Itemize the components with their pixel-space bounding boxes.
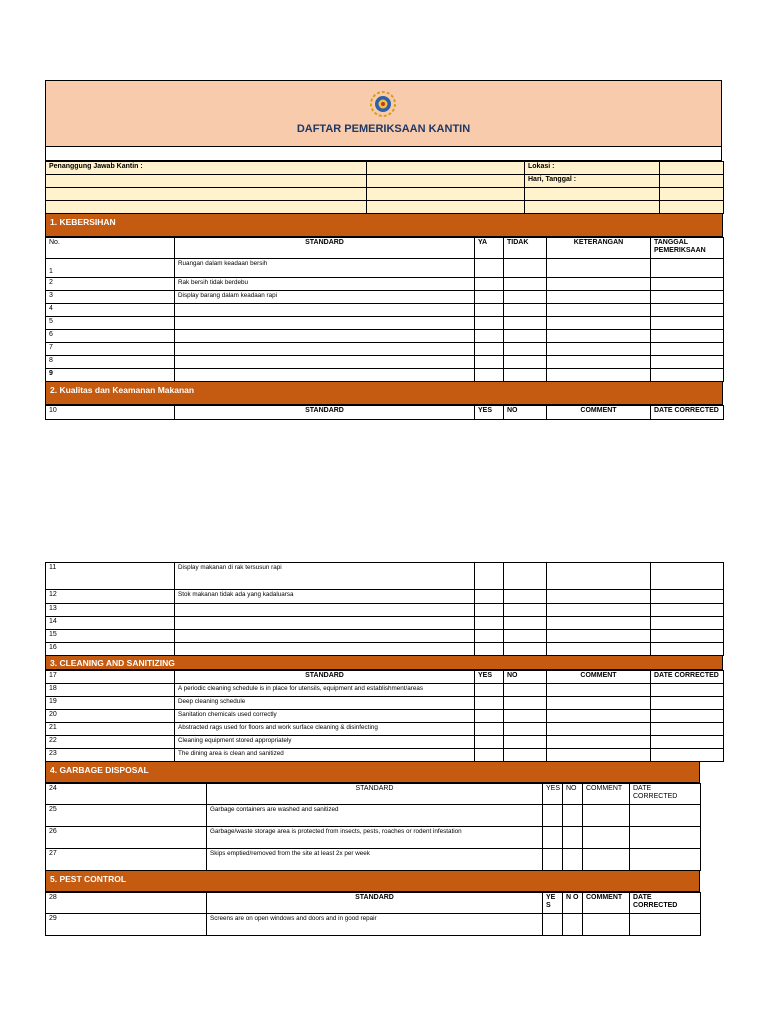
table-row: 4	[46, 304, 724, 317]
table-row: 1 Ruangan dalam keadaan bersih	[46, 259, 724, 278]
section-header-kualitas: 2. Kualitas dan Keamanan Makanan	[45, 381, 723, 405]
info-cell[interactable]	[660, 188, 724, 201]
table-row: 26 Garbage/waste storage area is protected from insects, pests, roaches or rodent infestation	[46, 827, 701, 849]
info-cell[interactable]	[46, 201, 367, 214]
section-header-garbage: 4. GARBAGE DISPOSAL	[45, 761, 700, 783]
table-row: 18 A periodic cleaning schedule is in place for utensils, equipment and establishment/areas	[46, 684, 724, 697]
table-row: 13	[46, 604, 724, 617]
info-cell[interactable]	[367, 201, 525, 214]
table-row: 15	[46, 630, 724, 643]
kualitas-table	[45, 562, 724, 656]
table-row: 7	[46, 343, 724, 356]
info-cell[interactable]	[525, 188, 660, 201]
table-row: 16	[46, 643, 724, 656]
pest-table: 28 STANDARD YE S N O COMMENT DATE CORRECTED 29 Screens are on open windows and doors and in good repair	[45, 892, 701, 936]
date-label: Hari, Tanggal :	[525, 175, 660, 188]
info-cell[interactable]	[46, 175, 367, 188]
table-row: 2 Rak bersih tidak berdebu	[46, 278, 724, 291]
table-row: 5	[46, 317, 724, 330]
kualitas-header-table: 10 STANDARD YES NO COMMENT DATE CORRECTED	[45, 405, 724, 420]
location-label: Lokasi :	[525, 162, 660, 175]
table-row: 27 Skips emptied/removed from the site at least 2x per week	[46, 849, 701, 871]
col-header-tidak: TIDAK	[504, 238, 547, 259]
table-row: 29 Screens are on open windows and doors and in good repair	[46, 914, 701, 936]
table-row: 22 Cleaning equipment stored appropriately	[46, 736, 724, 749]
header-spacer	[45, 147, 722, 161]
col-header-keterangan: KETERANGAN	[547, 238, 651, 259]
table-row: 20 Sanitation chemicals used correctly	[46, 710, 724, 723]
info-cell[interactable]	[525, 201, 660, 214]
table-row: 14	[46, 617, 724, 630]
table-row: 25 Garbage containers are washed and sanitized	[46, 805, 701, 827]
col-header-standard: STANDARD	[175, 238, 475, 259]
info-cell[interactable]	[367, 162, 525, 175]
garbage-table: 24 STANDARD YES NO COMMENT DATE CORRECTED 25 Garbage containers are washed and sanitized 26 Garbage/waste storage area is protected from insects, pests, roaches or rodent infestation 27 Skips emptied/removed from the site at least 2x per week	[45, 783, 701, 871]
page-title: DAFTAR PEMERIKSAAN KANTIN	[296, 123, 471, 135]
info-cell[interactable]	[46, 188, 367, 201]
info-cell[interactable]	[660, 162, 724, 175]
table-row: 6	[46, 330, 724, 343]
section-header-kebersihan: 1. KEBERSIHAN	[45, 213, 723, 237]
col-header-ya: YA	[475, 238, 504, 259]
cleaning-table: 17 STANDARD YES NO COMMENT DATE CORRECTED 18 A periodic cleaning schedule is in place for utensils, equipment and establishment/areas 19 Deep cleaning schedule 20 Sanitation chemicals used correctly 21 Abstracted rags used for floors and work surface cleaning & disinfecting 22 Cleaning equipment stored appropriately 23 The dining area is clean and sanitized	[45, 670, 724, 762]
section-header-pest: 5. PEST CONTROL	[45, 870, 700, 892]
table-row: 21 Abstracted rags used for floors and work surface cleaning & disinfecting	[46, 723, 724, 736]
info-cell[interactable]	[660, 201, 724, 214]
table-row: 8	[46, 356, 724, 369]
info-cell[interactable]	[367, 175, 525, 188]
header-banner	[45, 80, 722, 147]
table-row: 23 The dining area is clean and sanitized	[46, 749, 724, 762]
table-row: 19 Deep cleaning schedule	[46, 697, 724, 710]
table-row: 9	[46, 369, 724, 382]
table-row: 12 Stok makanan tidak ada yang kadaluarsa	[46, 590, 724, 604]
section-header-cleaning: 3. CLEANING AND SANITIZING	[45, 655, 723, 670]
col-header-tanggal: TANGGAL PEMERIKSAAN	[651, 238, 724, 259]
kebersihan-table	[45, 237, 724, 382]
info-cell[interactable]	[660, 175, 724, 188]
table-row: 3 Display barang dalam keadaan rapi	[46, 291, 724, 304]
table-row: 11 Display makanan di rak tersusun rapi	[46, 563, 724, 590]
col-header-no: No.	[46, 238, 175, 259]
info-cell[interactable]	[367, 188, 525, 201]
responsible-label: Penanggung Jawab Kantin :	[46, 162, 367, 175]
info-table	[45, 161, 724, 214]
logo-icon	[358, 83, 408, 121]
